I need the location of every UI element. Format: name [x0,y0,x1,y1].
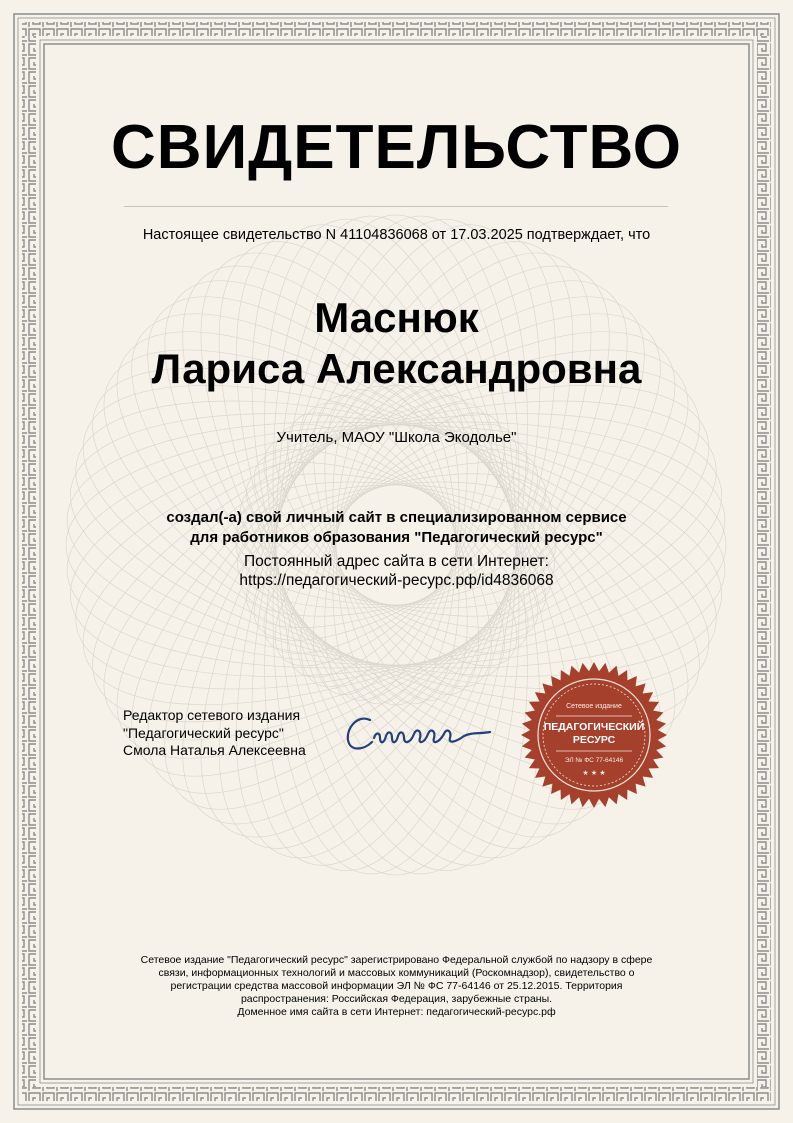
registration-footer [110,954,683,1019]
footer-line-2: связи, информационных технологий и массовых коммуникаций (Роскомнадзор), свидетельство о [158,967,635,979]
footer-line-4: распространения: Российская Федерация, зарубежные страны. [240,993,553,1005]
site-address [0,552,793,590]
editor-block [123,707,306,760]
site-url: https://педагогический-ресурс.рф/id4836068 [239,572,554,589]
recipient-surname: Маснюк [314,294,479,341]
certificate-title: СВИДЕТЕЛЬСТВО [111,113,682,182]
publication-seal [520,661,668,809]
certificate-intro: Настоящее свидетельство N 41104836068 от 17.03.2025 подтверждает, что [142,227,651,243]
achievement-line-2: для работников образования "Педагогический ресурс" [190,529,603,546]
achievement-text [0,508,793,548]
site-address-label: Постоянный адрес сайта в сети Интернет: [244,553,549,570]
seal-main-line-1: ПЕДАГОГИЧЕСКИЙ [543,721,645,733]
recipient-given-names: Лариса Александровна [151,345,642,392]
seal-registration: ЭЛ № ФС 77-64146 [564,757,624,764]
seal-top-text: Сетевое издание [566,703,622,710]
footer-line-1: Сетевое издание "Педагогический ресурс" зарегистрировано Федеральной службой по надзору в сфере [140,954,653,966]
editor-signature [340,700,495,762]
editor-publication: "Педагогический ресурс" [123,724,284,741]
editor-name: Смола Наталья Алексеевна [123,742,306,758]
footer-line-5: Доменное имя сайта в сети Интернет: педагогический-ресурс.рф [237,1006,556,1018]
editor-title: Редактор сетевого издания [123,707,301,723]
recipient-name [0,292,793,394]
seal-main-line-2: РЕСУРС [572,734,616,746]
seal-stars: ★ ★ ★ [582,769,606,777]
footer-line-3: регистрации средства массовой информации ЭЛ № ФС 77-64146 от 25.12.2015. Территория [170,980,623,992]
recipient-position: Учитель, МАОУ "Школа Экодолье" [276,429,517,446]
achievement-line-1: создал(-а) свой личный сайт в специализированном сервисе [166,509,627,526]
title-divider [124,206,668,207]
